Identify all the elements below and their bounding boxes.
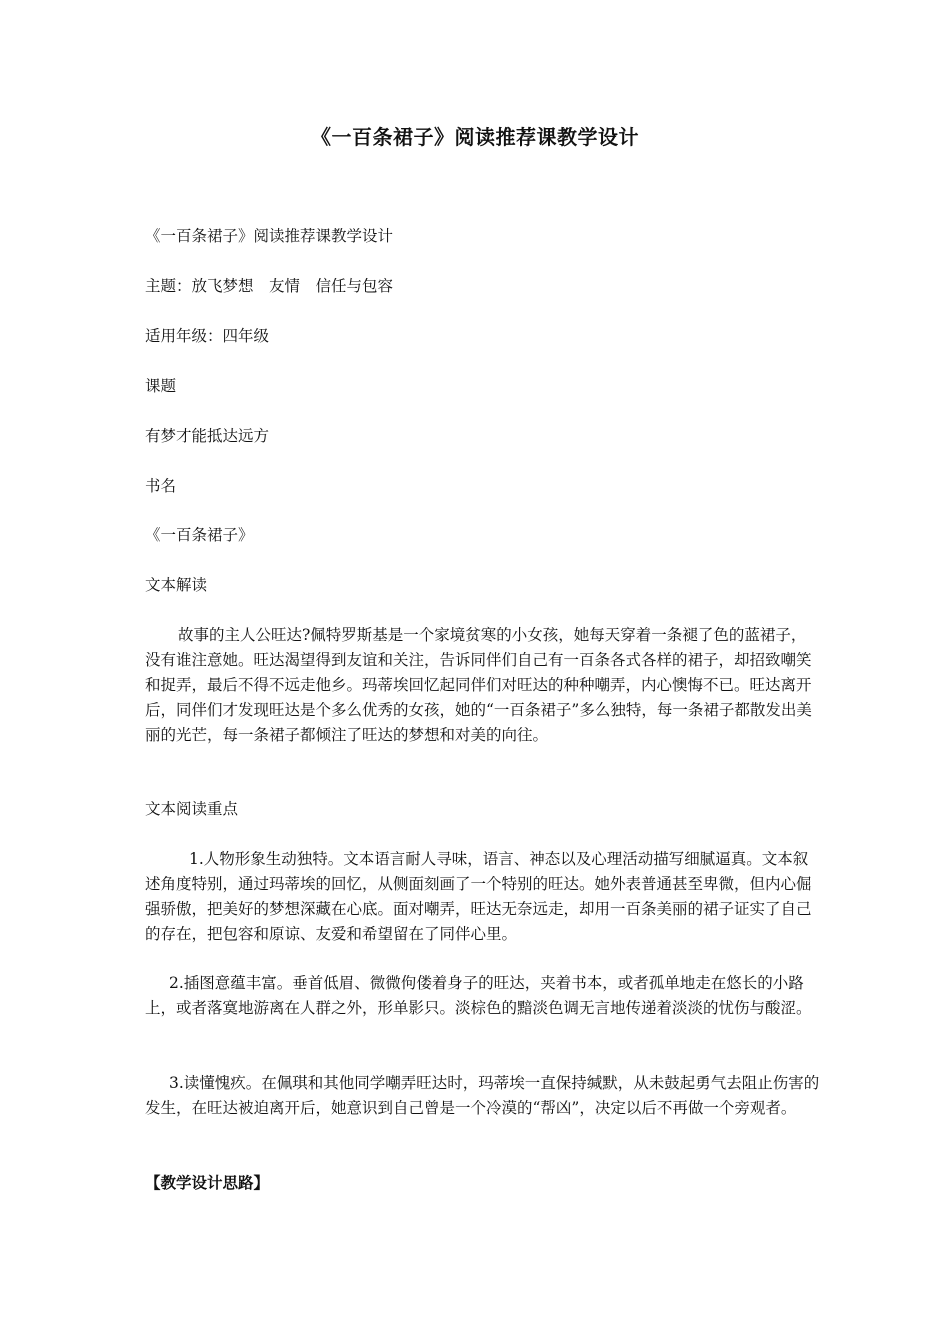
subtitle-line: 《一百条裙子》阅读推荐课教学设计 <box>145 227 394 245</box>
design-heading: 【教学设计思路】 <box>145 1173 270 1192</box>
book-value: 《一百条裙子》 <box>145 526 254 544</box>
topic-label: 课题 <box>145 377 177 395</box>
interpretation-paragraph: 故事的主人公旺达?佩特罗斯基是一个家境贫寒的小女孩，她每天穿着一条褪了色的蓝裙子，没有谁注意她。旺达渴望得到友谊和关注，告诉同伴们自己有一百条各式各样的裙子，却招致嘲笑和捉弄，最后不得不远走他乡。玛蒂埃回忆起同伴们对旺达的种种嘲弄，内心懊悔不已。旺达离开后，同伴们才发现旺达是个多么优秀的女孩，她的“一百条裙子”多么独特，每一条裙子都散发出美丽的光芒，每一条裙子都倾注了旺达的梦想和对美的向往。 <box>145 626 812 744</box>
book-label: 书名 <box>145 477 177 495</box>
interpretation-label: 文本解读 <box>145 576 208 594</box>
document-title: 《一百条裙子》阅读推荐课教学设计 <box>311 125 639 149</box>
topic-value: 有梦才能抵达远方 <box>145 427 270 445</box>
focus-item-1: 1.人物形象生动独特。文本语言耐人寻味，语言、神态以及心理活动描写细腻逼真。文本叙述角度特别，通过玛蒂埃的回忆，从侧面刻画了一个特别的旺达。她外表普通甚至卑微，但内心倔强骄傲，把美好的梦想深藏在心底。面对嘲弄，旺达无奈远走，却用一百条美丽的裙子证实了自己的存在，把包容和原谅、友爱和希望留在了同伴心里。 <box>145 850 812 943</box>
focus-item-2: 2.插图意蕴丰富。垂首低眉、微微佝偻着身子的旺达，夹着书本，或者孤单地走在悠长的小路上，或者落寞地游离在人群之外，形单影只。淡棕色的黯淡色调无言地传递着淡淡的忧伤与酸涩。 <box>145 974 812 1017</box>
focus-label: 文本阅读重点 <box>145 800 239 818</box>
grade-line: 适用年级：四年级 <box>145 327 270 345</box>
theme-line: 主题：放飞梦想 友情 信任与包容 <box>145 277 394 295</box>
focus-item-3: 3.读懂愧疚。在佩琪和其他同学嘲弄旺达时，玛蒂埃一直保持缄默，从未鼓起勇气去阻止伤害的发生，在旺达被迫离开后，她意识到自己曾是一个冷漠的“帮凶”，决定以后不再做一个旁观者。 <box>145 1074 820 1117</box>
